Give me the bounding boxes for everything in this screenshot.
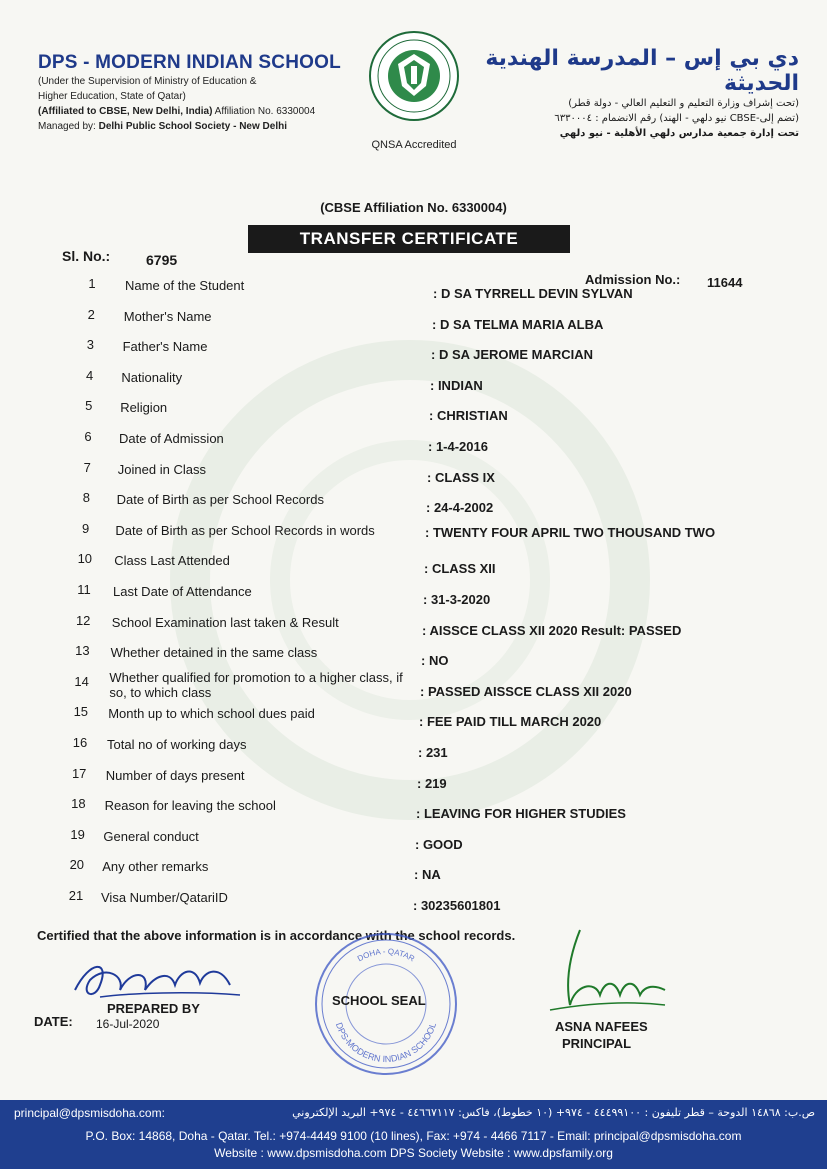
row-number: 6: [84, 429, 92, 444]
row-value: : 231: [418, 745, 448, 760]
row-number: 8: [82, 490, 90, 506]
row-label: Whether detained in the same class: [110, 645, 318, 661]
row-label: Visa Number/QatariID: [101, 890, 228, 905]
row-number: 5: [85, 398, 93, 414]
row-number: 7: [83, 459, 91, 475]
row-label: Any other remarks: [102, 859, 209, 875]
row-label: Religion: [120, 400, 168, 416]
school-logo-icon: [368, 30, 460, 122]
row-number: 1: [88, 276, 96, 291]
footer-arabic-address: ص.ب: ١٤٨٦٨ الدوحة – قطر تليفون : ٤٤٤٩٩١٠٠ - ٩٧٤+ (١٠ خطوط)، فاكس: ٤٤٦٦٧١١٧ - ٩٧٤+ البريد الإلكتروني: [292, 1106, 815, 1119]
row-number: 18: [71, 796, 86, 812]
serial-number-value: 6795: [146, 252, 178, 268]
row-label: Last Date of Attendance: [113, 584, 252, 599]
row-label: Month up to which school dues paid: [108, 706, 315, 722]
principal-title: PRINCIPAL: [562, 1036, 632, 1051]
row-number: 10: [77, 551, 93, 567]
row-label: Reason for leaving the school: [104, 798, 276, 814]
affiliation-rest: Affiliation No. 6330004: [212, 106, 316, 117]
row-label: Date of Birth as per School Records: [116, 492, 324, 508]
row-number: 9: [81, 520, 90, 536]
admission-number-label: Admission No.:: [585, 272, 681, 287]
row-value: : FEE PAID TILL MARCH 2020: [419, 714, 602, 730]
row-label: General conduct: [103, 828, 199, 844]
row-number: 2: [87, 306, 95, 322]
cbse-affiliation: (CBSE Affiliation No. 6330004): [320, 200, 507, 215]
footer: [0, 1100, 827, 1169]
supervision-line-1: (Under the Supervision of Ministry of Education &: [38, 76, 257, 87]
supervision-line-2: Higher Education, State of Qatar): [38, 91, 186, 102]
row-value: : 219: [417, 775, 447, 791]
managed-by-line: [38, 119, 358, 134]
admission-number-value: 11644: [707, 275, 743, 290]
row-number: 21: [68, 888, 84, 903]
row-label: Number of days present: [105, 767, 245, 783]
row-label: Total no of working days: [107, 737, 247, 752]
row-label: Date of Admission: [119, 431, 224, 446]
row-value: : AISSCE CLASS XII 2020 Result: PASSED: [422, 622, 682, 638]
row-label: Mother's Name: [123, 308, 212, 324]
row-number: 3: [86, 337, 94, 353]
row-value: : CLASS IX: [427, 469, 495, 485]
row-value: : CHRISTIAN: [429, 408, 508, 424]
row-value: : 30235601801: [413, 898, 501, 913]
row-value: : LEAVING FOR HIGHER STUDIES: [416, 806, 626, 822]
affiliation-bold: (Affiliated to CBSE, New Delhi, India): [38, 106, 213, 117]
prepared-by-label: PREPARED BY: [107, 1001, 200, 1016]
svg-text:DPS-MODERN INDIAN SCHOOL: [334, 1021, 438, 1064]
row-number: 14: [74, 673, 89, 689]
managed-by-label: Managed by:: [38, 121, 99, 132]
footer-email-label: principal@dpsmisdoha.com:: [14, 1106, 165, 1120]
row-value: : CLASS XII: [424, 561, 496, 577]
row-number: 16: [72, 735, 88, 750]
row-label: Whether qualified for promotion to a higher class, if so, to which class: [109, 669, 403, 700]
arabic-line-2: (تضم إلى-CBSE نيو دلهي - الهند) رقم الانضمام : ٦٣٣٠٠٠٤: [554, 113, 799, 124]
row-number: 13: [75, 643, 90, 659]
row-value: : 1-4-2016: [428, 439, 488, 454]
seal-ring-top: DOHA - QATAR: [355, 946, 417, 964]
row-value: : D SA JEROME MARCIAN: [431, 347, 594, 363]
header-left: [38, 52, 358, 134]
svg-text:DOHA - QATAR: [356, 947, 416, 964]
school-name: DPS - MODERN INDIAN SCHOOL: [38, 52, 341, 73]
row-label: Joined in Class: [117, 461, 206, 477]
row-label: Class Last Attended: [114, 553, 230, 569]
row-value: : D SA TELMA MARIA ALBA: [432, 316, 604, 332]
row-number: 15: [73, 704, 89, 720]
footer-website-line: Website : www.dpsmisdoha.com DPS Society Website : www.dpsfamily.org: [214, 1146, 613, 1160]
row-value: : INDIAN: [430, 377, 483, 393]
row-number: 11: [77, 582, 91, 597]
school-name-arabic: دي بي إس – المدرسة الهندية الحديثة: [485, 46, 799, 96]
principal-name: ASNA NAFEES: [555, 1019, 648, 1034]
row-label: Nationality: [121, 369, 183, 385]
row-label: Date of Birth as per School Records in words: [115, 522, 375, 538]
date-value: 16-Jul-2020: [96, 1017, 160, 1031]
qnsa-accredited: QNSA Accredited: [371, 139, 457, 151]
row-value: : PASSED AISSCE CLASS XII 2020: [420, 683, 632, 699]
row-value: : 24-4-2002: [426, 500, 494, 516]
preparer-signature-icon: [70, 955, 250, 1005]
school-seal-label: SCHOOL SEAL: [332, 993, 426, 1008]
row-label: Father's Name: [122, 339, 208, 355]
row-label: School Examination last taken & Result: [111, 614, 339, 630]
footer-contact-line: P.O. Box: 14868, Doha - Qatar. Tel.: +974-4449 9100 (10 lines), Fax: +974 - 4466 7117 - Email: principal@dpsmisdoha.com: [85, 1129, 742, 1143]
arabic-line-3: تحت إدارة جمعية مدارس دلهي الأهلية - نيو دلهي: [559, 128, 799, 139]
row-value: : GOOD: [415, 836, 463, 852]
row-number: 19: [70, 826, 85, 842]
row-value: : 31-3-2020: [423, 592, 491, 607]
seal-ring-bottom: DPS-MODERN INDIAN SCHOOL: [333, 1021, 439, 1065]
header-right-arabic: [469, 46, 799, 141]
document-title: TRANSFER CERTIFICATE: [248, 225, 570, 253]
row-number: 4: [85, 367, 94, 383]
row-value: : NA: [414, 867, 441, 883]
managed-by-value: Delhi Public School Society - New Delhi: [98, 121, 287, 132]
row-value: : NO: [421, 653, 449, 669]
row-value: : D SA TYRRELL DEVIN SYLVAN: [433, 286, 633, 301]
arabic-line-1: (تحت إشراف وزارة التعليم و التعليم العالي - دولة قطر): [568, 98, 799, 109]
certification-statement: Certified that the above information is in accordance with the school records.: [37, 928, 516, 943]
row-label: Name of the Student: [125, 278, 245, 293]
row-number: 20: [69, 857, 85, 873]
row-number: 12: [75, 612, 91, 628]
principal-signature-icon: [540, 925, 670, 1020]
date-label: DATE:: [34, 1014, 73, 1029]
affiliation-line: [38, 104, 358, 119]
row-value: : TWENTY FOUR APRIL TWO THOUSAND TWO: [425, 524, 716, 540]
row-number: 17: [71, 765, 87, 781]
serial-number-label: Sl. No.:: [62, 248, 111, 264]
